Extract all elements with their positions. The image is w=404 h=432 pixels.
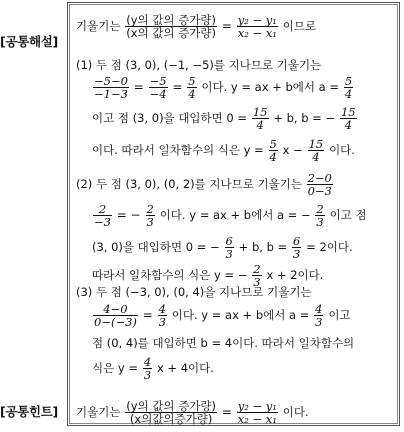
- fraction-denominator: 3: [143, 368, 152, 382]
- intro-text: 기울기는: [76, 19, 121, 33]
- fraction-denominator: (x의 값의 증가량): [126, 26, 217, 40]
- fraction-numerator: (y의 값의 증가량): [126, 13, 217, 27]
- part2-line1: [76, 172, 334, 197]
- solution-label: [공통해설]: [0, 34, 58, 49]
- fraction-denominator: 4: [312, 150, 320, 164]
- intro-fraction: [125, 14, 217, 39]
- fraction-denominator: (x의값의증가량): [129, 412, 213, 426]
- fraction-numerator: 15: [308, 137, 324, 151]
- part1-line3-text: 이고 점 (3, 0)을 대입하면 0 =: [92, 111, 248, 125]
- fraction-denominator: −1−3: [94, 87, 128, 101]
- part2-line2: [92, 203, 367, 228]
- fraction-denominator: 3: [146, 215, 154, 229]
- part3-frac1: [93, 303, 138, 328]
- part1-frac7: [269, 138, 278, 163]
- part1-line1: (1) 두 점 (3, 0), (−1, −5)를 지나므로 기울기는: [76, 58, 322, 72]
- fraction-denominator: 3: [315, 315, 323, 329]
- fraction-denominator: 3: [253, 275, 261, 289]
- part1-line4-text: 이다. 따라서 일차함수의 식은 y =: [92, 143, 264, 157]
- fraction-numerator: y₂ − y₁: [237, 13, 277, 27]
- fraction-numerator: −5−0: [94, 74, 128, 88]
- part2-frac1: [307, 172, 333, 197]
- part1-frac6: [340, 106, 357, 131]
- part2-frac3: [146, 203, 155, 228]
- part2-line3-text-c: = 2이다.: [306, 240, 353, 254]
- part3-line3: 점 (0, 4)를 대입하면 b = 4이다. 따라서 일차함수의: [92, 336, 355, 350]
- part3-frac2: [158, 303, 167, 328]
- hint-fraction-2: [237, 400, 278, 425]
- part2-line2-text: 이다. y = ax + b에서 a = −: [159, 208, 311, 222]
- fraction-numerator: 2−0: [307, 171, 332, 185]
- fraction-numerator: 2: [146, 202, 154, 216]
- part2-line4-text: 따라서 일차함수의 식은 y = −: [92, 268, 248, 282]
- part1-line2-text: 이다. y = ax + b에서 a =: [201, 80, 339, 94]
- equals-sign: =: [221, 19, 232, 33]
- part1-frac2: [149, 75, 168, 100]
- fraction-denominator: 3: [316, 215, 324, 229]
- part2-line4-text-b: x + 2이다.: [266, 268, 324, 282]
- part2-line1-text: (2) 두 점 (3, 0), (0, 2)를 지나므로 기울기는: [76, 177, 302, 191]
- fraction-numerator: 4: [315, 302, 323, 316]
- part3-frac3: [314, 303, 323, 328]
- fraction-denominator: x₂ − x₁: [237, 26, 277, 40]
- part3-line1: (3) 두 점 (−3, 0), (0, 4)을 지나므로 기울기는: [76, 285, 312, 299]
- fraction-numerator: 6: [225, 234, 233, 248]
- part3-line2: $\frac{4-0}{0-(-3)}$ = $\frac{4}{3}$ 이다. y = ax + b에서 a = $\frac{4}{3}$ 이고: [94, 302, 351, 329]
- part1-line2: $\frac{-5-0}{-1-3}$ = $\frac{-5}{-4}$ = $\frac{5}{4}$ 이다. y = ax + b에서 a = $\frac{5}{4}$: [94, 74, 353, 101]
- fraction-numerator: y₂ − y₁: [237, 399, 277, 413]
- fraction-denominator: 3: [158, 315, 166, 329]
- fraction-numerator: −5: [149, 74, 167, 88]
- part2-line3: [92, 235, 353, 260]
- intro-fraction-2: [237, 14, 278, 39]
- fraction-numerator: 4: [158, 302, 166, 316]
- fraction-numerator: 5: [269, 137, 277, 151]
- part3-line4: [92, 356, 214, 381]
- part2-frac4: [315, 203, 324, 228]
- part1-line4: [92, 138, 355, 163]
- intro-text-tail: 이므로: [282, 19, 317, 33]
- part1-frac3: [187, 75, 196, 100]
- part2-line2-text-c: 이고 점: [329, 208, 367, 222]
- fraction-denominator: 0−3: [307, 184, 332, 198]
- part2-frac2: [93, 203, 112, 228]
- part2-frac6: [292, 235, 301, 260]
- part1-line4-text-b: x −: [282, 143, 303, 157]
- part3-line4-text: 식은 y =: [92, 361, 138, 375]
- fraction-numerator: 5: [344, 74, 353, 88]
- fraction-denominator: 3: [225, 247, 233, 261]
- hint-text: 기울기는: [76, 405, 121, 419]
- part3-frac4: [143, 356, 152, 381]
- part2-line3-text-b: + b, b =: [238, 240, 288, 254]
- fraction-numerator: 4: [143, 355, 152, 369]
- fraction-numerator: 15: [252, 105, 268, 119]
- hint-text-tail: 이다.: [282, 405, 309, 419]
- part3-line2-text-b: 이고: [328, 308, 351, 322]
- part3-line4-text-b: x + 4이다.: [156, 361, 214, 375]
- fraction-denominator: 4: [188, 87, 196, 101]
- fraction-numerator: 15: [340, 105, 356, 119]
- fraction-denominator: 4: [256, 118, 264, 132]
- part2-line2-eq: = −: [116, 208, 141, 222]
- fraction-denominator: −3: [94, 215, 111, 229]
- part1-frac4: [344, 75, 353, 100]
- part3-line2-text: 이다. y = ax + b에서 a =: [171, 308, 310, 322]
- part1-line3-text-b: + b, b = −: [273, 111, 336, 125]
- fraction-numerator: 2: [316, 202, 324, 216]
- part1-line3: [92, 106, 358, 131]
- fraction-denominator: 4: [269, 150, 277, 164]
- part1-frac8: [308, 138, 325, 163]
- hint-fraction: [125, 400, 217, 425]
- solution-intro: [76, 14, 316, 39]
- fraction-denominator: x₂ − x₁: [237, 412, 277, 426]
- fraction-numerator: (y의 값의 증가량): [126, 399, 217, 413]
- fraction-denominator: 3: [293, 247, 301, 261]
- fraction-numerator: 2: [253, 262, 261, 276]
- fraction-denominator: 4: [344, 118, 352, 132]
- fraction-denominator: 0−(−3): [94, 315, 137, 329]
- fraction-denominator: −4: [149, 87, 167, 101]
- fraction-numerator: 4−0: [93, 303, 138, 316]
- part1-frac5: [252, 106, 269, 131]
- fraction-numerator: 2: [93, 203, 112, 216]
- fraction-numerator: 6: [293, 234, 301, 248]
- hint-content: [76, 400, 309, 425]
- fraction-denominator: 4: [344, 87, 353, 101]
- fraction-numerator: 5: [188, 74, 196, 88]
- equals-sign: =: [221, 405, 232, 419]
- part1-frac1: [93, 75, 129, 100]
- hint-label: [공통힌트]: [0, 404, 58, 419]
- part2-line3-text: (3, 0)을 대입하면 0 = −: [92, 240, 220, 254]
- part2-frac5: [225, 235, 234, 260]
- part1-line4-text-c: 이다.: [329, 143, 355, 157]
